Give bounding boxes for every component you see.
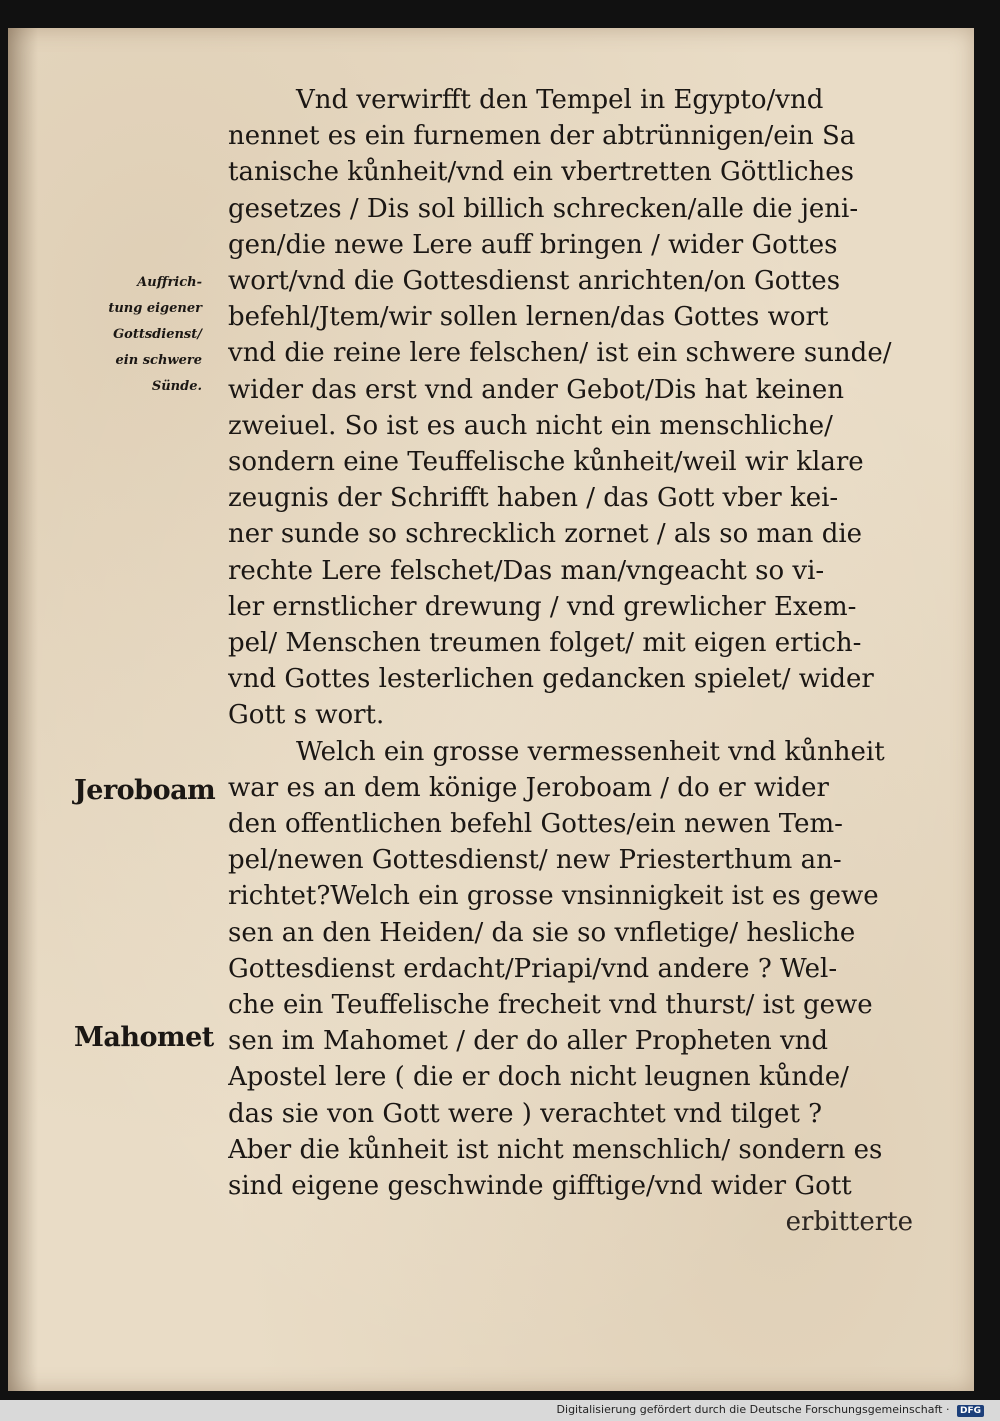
margin-note-mahomet: Mahomet bbox=[74, 1022, 214, 1053]
gutter-shadow bbox=[8, 28, 38, 1391]
text-line: nennet es ein furnemen der abtrünnigen/ein Sa bbox=[228, 121, 856, 152]
text-line: sen an den Heiden/ da sie so vnfletige/ hesliche bbox=[228, 917, 856, 948]
text-line: Aber die kůnheit ist nicht menschlich/ sondern es bbox=[228, 1134, 883, 1165]
margin-note-line: ein schwere bbox=[115, 353, 202, 368]
text-line: ler ernstlicher drewung / vnd grewlicher Exem- bbox=[228, 591, 857, 622]
text-line: Gott s wort. bbox=[228, 700, 385, 731]
text-line: Apostel lere ( die er doch nicht leugnen kůnde/ bbox=[228, 1062, 849, 1093]
separator-dot: · bbox=[945, 1403, 950, 1416]
text-line: sondern eine Teuffelische kůnheit/weil wir klare bbox=[228, 447, 864, 478]
text-line: vnd die reine lere felschen/ ist ein schwere sunde/ bbox=[228, 338, 892, 369]
text-line: ner sunde so schrecklich zornet / als so man die bbox=[228, 519, 863, 550]
text-line: war es an dem könige Jeroboam / do er wider bbox=[228, 772, 829, 803]
text-line: pel/newen Gottesdienst/ new Priesterthum an- bbox=[228, 845, 842, 876]
text-line: tanische kůnheit/vnd ein vbertretten Göttliches bbox=[228, 157, 854, 188]
margin-note-line: tung eigener bbox=[108, 301, 202, 316]
margin-note-gottesdienst bbox=[68, 270, 202, 400]
text-line: Gottesdienst erdacht/Priapi/vnd andere ? Wel- bbox=[228, 953, 838, 984]
text-line: Vnd verwirfft den Tempel in Egypto/vnd bbox=[296, 85, 824, 115]
dfg-footer bbox=[557, 1403, 984, 1417]
main-text-block bbox=[228, 82, 913, 1241]
text-line: vnd Gottes lesterlichen gedancken spielet/ wider bbox=[228, 664, 874, 695]
text-line: richtet?Welch ein grosse vnsinnigkeit ist es gewe bbox=[228, 881, 879, 912]
text-line: pel/ Menschen treumen folget/ mit eigen ertich- bbox=[228, 628, 862, 659]
footer-text: Digitalisierung gefördert durch die Deutsche Forschungsgemeinschaft bbox=[556, 1403, 943, 1416]
text-line: zeugnis der Schrifft haben / das Gott vber kei- bbox=[228, 483, 839, 514]
text-line: zweiuel. So ist es auch nicht ein menschliche/ bbox=[228, 410, 833, 441]
text-line: befehl/Jtem/wir sollen lernen/das Gottes wort bbox=[228, 302, 829, 333]
text-line: den offentlichen befehl Gottes/ein newen Tem- bbox=[228, 809, 843, 840]
text-line: che ein Teuffelische frecheit vnd thurst/ ist gewe bbox=[228, 990, 873, 1021]
catchword: erbitterte bbox=[785, 1207, 913, 1238]
text-line: gen/die newe Lere auff bringen / wider Gottes bbox=[228, 229, 838, 260]
text-line: rechte Lere felschet/Das man/vngeacht so vi- bbox=[228, 555, 825, 586]
text-line: sind eigene geschwinde gifftige/vnd wider Gott bbox=[228, 1171, 852, 1202]
margin-note-line: Auffrich- bbox=[137, 275, 202, 290]
text-line: Welch ein grosse vermessenheit vnd kůnheit bbox=[296, 736, 885, 767]
margin-note-jeroboam: Jeroboam bbox=[74, 775, 216, 806]
text-line: wider das erst vnd ander Gebot/Dis hat keinen bbox=[228, 374, 844, 405]
text-line: wort/vnd die Gottesdienst anrichten/on Gottes bbox=[228, 266, 841, 297]
text-line: gesetzes / Dis sol billich schrecken/alle die jeni- bbox=[228, 193, 859, 224]
margin-note-line: Gottsdienst/ bbox=[113, 327, 202, 342]
dfg-logo: DFG bbox=[957, 1405, 984, 1417]
margin-note-line: Sünde. bbox=[151, 379, 202, 394]
text-line: sen im Mahomet / der do aller Propheten vnd bbox=[228, 1026, 829, 1057]
text-line: das sie von Gott were ) verachtet vnd tilget ? bbox=[228, 1098, 823, 1129]
